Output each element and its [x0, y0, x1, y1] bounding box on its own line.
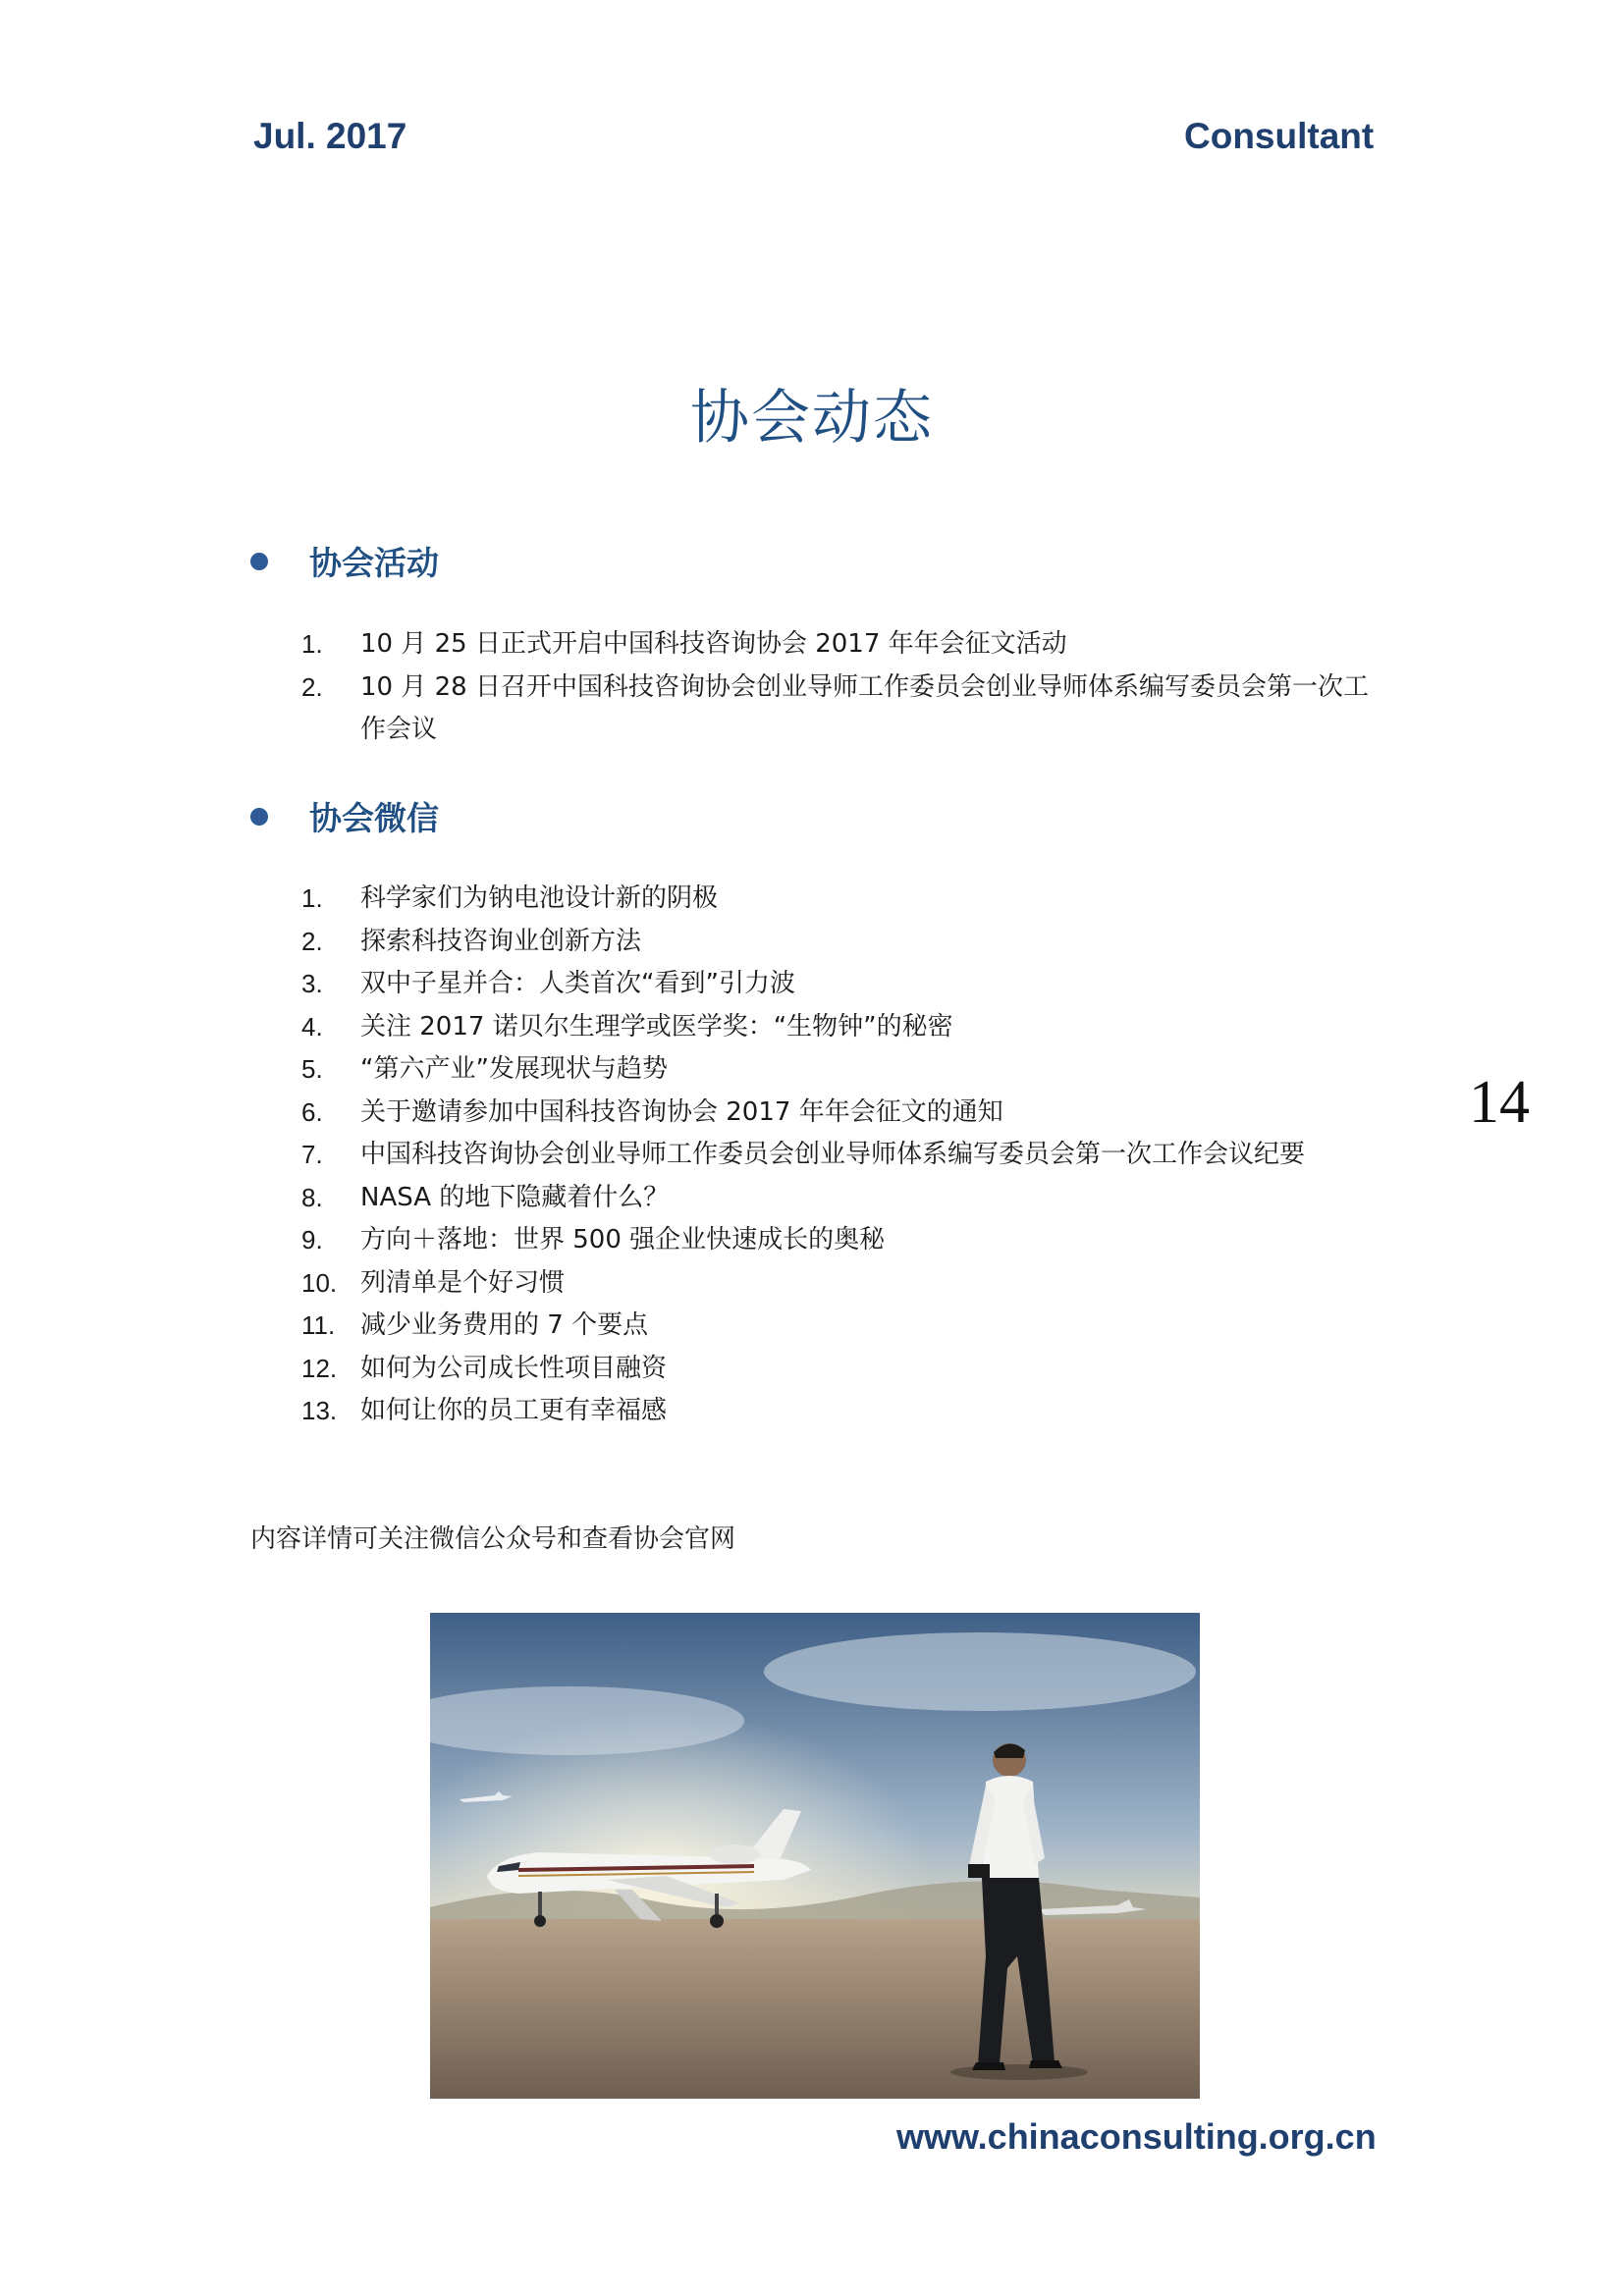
- item-text: NASA 的地下隐藏着什么？: [360, 1182, 670, 1212]
- item-number: 4.: [301, 1011, 323, 1041]
- list-item: [301, 1092, 1391, 1135]
- item-number: 6.: [301, 1096, 323, 1127]
- list-item: [301, 623, 1391, 667]
- item-text: 列清单是个好习惯: [360, 1267, 566, 1298]
- section-activities-heading: [250, 538, 439, 584]
- list-item: [301, 1390, 1391, 1433]
- list-item: [301, 1262, 1391, 1306]
- list-item: [301, 1348, 1391, 1391]
- item-text: 方向＋落地：世界 500 强企业快速成长的奥秘: [360, 1225, 886, 1255]
- item-number: 10.: [301, 1267, 338, 1298]
- item-number: 2.: [301, 671, 323, 702]
- item-text: 关注 2017 诺贝尔生理学或医学奖：“生物钟”的秘密: [360, 1011, 953, 1041]
- item-text: 科学家们为钠电池设计新的阴极: [360, 883, 719, 913]
- item-text: 如何为公司成长性项目融资: [360, 1353, 668, 1383]
- item-text: 双中子星并合：人类首次“看到”引力波: [360, 969, 795, 998]
- list-item: [301, 1305, 1391, 1348]
- business-jet-photo: [430, 1613, 1200, 2099]
- item-number: 11.: [301, 1310, 336, 1340]
- section-label: 协会微信: [309, 799, 439, 837]
- item-text: 减少业务费用的 7 个要点: [360, 1310, 649, 1340]
- page-number: 14: [1469, 1069, 1530, 1136]
- item-number: 3.: [301, 969, 323, 998]
- list-item: [301, 921, 1391, 964]
- item-text: 探索科技咨询业创新方法: [360, 926, 642, 956]
- bullet-dot-icon: [250, 808, 268, 826]
- wechat-articles-list: [301, 878, 1391, 1433]
- footer-website-url[interactable]: www.chinaconsulting.org.cn: [896, 2116, 1377, 2157]
- item-number: 12.: [301, 1353, 338, 1383]
- list-item: [301, 1219, 1391, 1262]
- item-number: 13.: [301, 1396, 338, 1425]
- item-text: “第六产业”发展现状与趋势: [360, 1054, 668, 1084]
- item-text: 10 月 25 日正式开启中国科技咨询协会 2017 年年会征文活动: [360, 629, 1067, 659]
- item-number: 7.: [301, 1140, 323, 1169]
- activities-list: [301, 623, 1391, 752]
- page-title: 协会动态: [690, 384, 934, 453]
- header-magazine-name: Consultant: [1184, 116, 1375, 156]
- item-text: 关于邀请参加中国科技咨询协会 2017 年年会征文的通知: [360, 1096, 1003, 1127]
- photo-illustration: [430, 1613, 1200, 2099]
- list-item: [301, 878, 1391, 921]
- list-item: [301, 667, 1391, 752]
- section-label: 协会活动: [309, 544, 439, 582]
- header-date: Jul. 2017: [253, 116, 407, 156]
- item-number: 9.: [301, 1225, 323, 1255]
- bullet-dot-icon: [250, 553, 268, 570]
- footnote-text: 内容详情可关注微信公众号和查看协会官网: [250, 1524, 736, 1554]
- item-number: 5.: [301, 1054, 323, 1084]
- item-text: 如何让你的员工更有幸福感: [360, 1396, 668, 1425]
- list-item: [301, 963, 1391, 1006]
- list-item: [301, 1006, 1391, 1049]
- list-item: [301, 1177, 1391, 1220]
- item-text: 中国科技咨询协会创业导师工作委员会创业导师体系编写委员会第一次工作会议纪要: [360, 1140, 1306, 1169]
- item-number: 1.: [301, 629, 323, 659]
- item-number: 1.: [301, 883, 323, 913]
- list-item: [301, 1134, 1391, 1177]
- list-item: [301, 1048, 1391, 1092]
- item-number: 2.: [301, 926, 323, 956]
- item-text: 10 月 28 日召开中国科技咨询协会创业导师工作委员会创业导师体系编写委员会第一次工作会议: [360, 671, 1369, 744]
- item-number: 8.: [301, 1182, 323, 1212]
- section-wechat-heading: [250, 793, 439, 839]
